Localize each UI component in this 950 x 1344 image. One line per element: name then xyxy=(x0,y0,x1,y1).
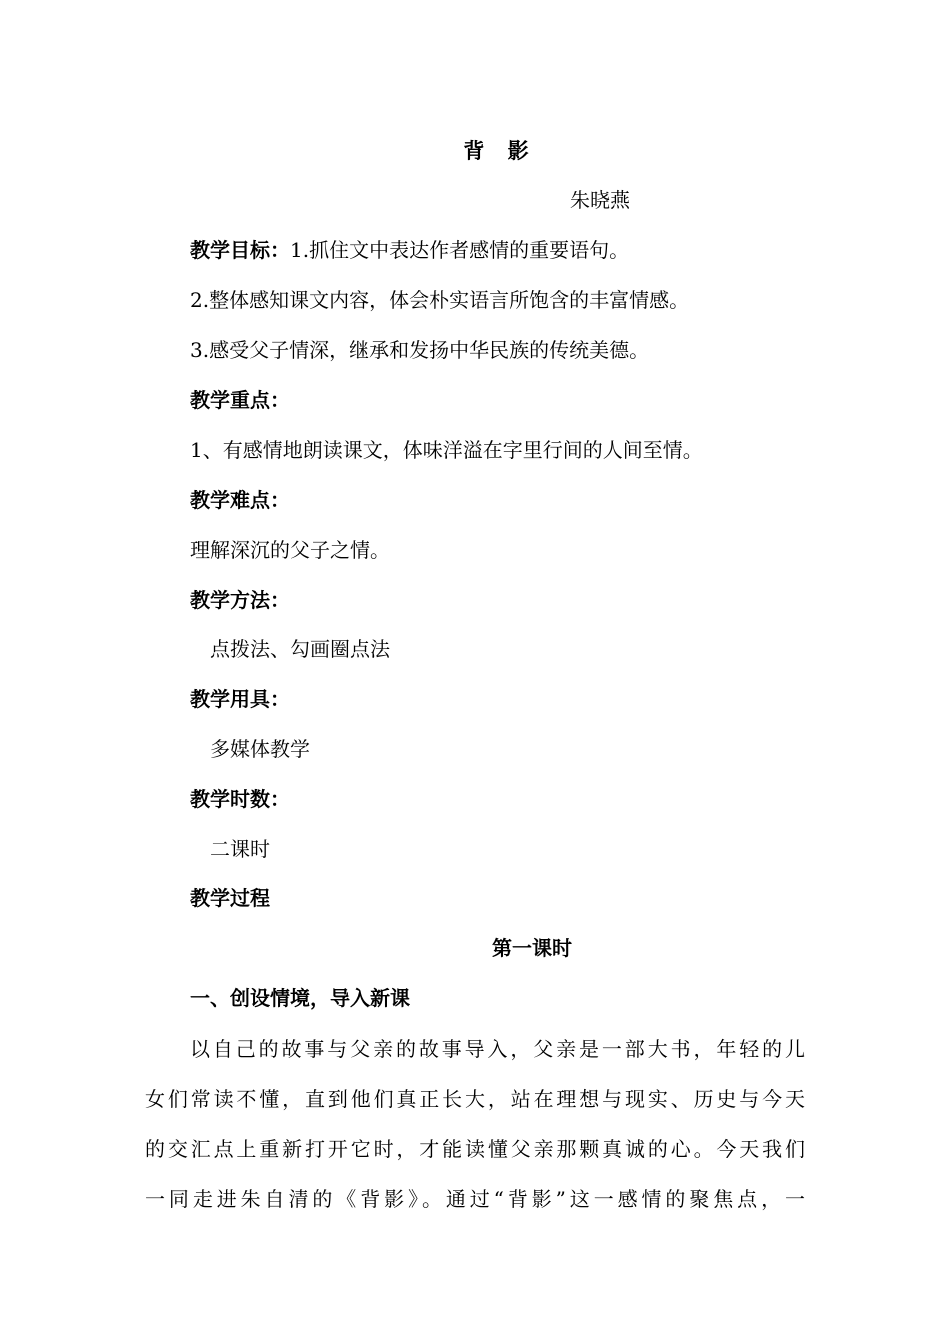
key-1: 1、有感情地朗读课文，体味洋溢在字里行间的人间至情。 xyxy=(190,438,703,462)
document-title: 背 影 xyxy=(463,139,537,163)
hours-1: 二课时 xyxy=(210,837,270,861)
section-1-heading: 一、创设情境，导入新课 xyxy=(190,986,410,1010)
difficulty-1: 理解深沉的父子之情。 xyxy=(190,538,390,562)
difficulty-label: 教学难点： xyxy=(190,488,290,512)
method-label: 教学方法： xyxy=(190,588,290,612)
objective-1: 1.抓住文中表达作者感情的重要语句。 xyxy=(290,238,630,262)
method-1: 点拨法、勾画圈点法 xyxy=(210,637,390,661)
objective-3: 3.感受父子情深，继承和发扬中华民族的传统美德。 xyxy=(190,338,650,362)
tools-label: 教学用具： xyxy=(190,687,290,711)
para-line-4: 一同走进朱自清的《背影》。通过“背影”这一感情的聚焦点，一 xyxy=(145,1187,805,1211)
author-name: 朱晓燕 xyxy=(570,188,630,212)
tools-1: 多媒体教学 xyxy=(210,737,310,761)
para-line-3: 的交汇点上重新打开它时，才能读懂父亲那颗真诚的心。今天我们 xyxy=(145,1137,805,1161)
para-line-1: 以自己的故事与父亲的故事导入，父亲是一部大书，年轻的儿 xyxy=(190,1037,805,1061)
key-label: 教学重点： xyxy=(190,388,290,412)
hours-label: 教学时数： xyxy=(190,787,290,811)
para-line-2: 女们常读不懂，直到他们真正长大，站在理想与现实、历史与今天 xyxy=(145,1087,805,1111)
objectives-label: 教学目标： xyxy=(190,238,290,262)
lesson-heading: 第一课时 xyxy=(492,936,572,960)
objective-2: 2.整体感知课文内容，体会朴实语言所饱含的丰富情感。 xyxy=(190,288,690,312)
objectives-line xyxy=(190,238,629,262)
process-label: 教学过程 xyxy=(190,886,270,910)
